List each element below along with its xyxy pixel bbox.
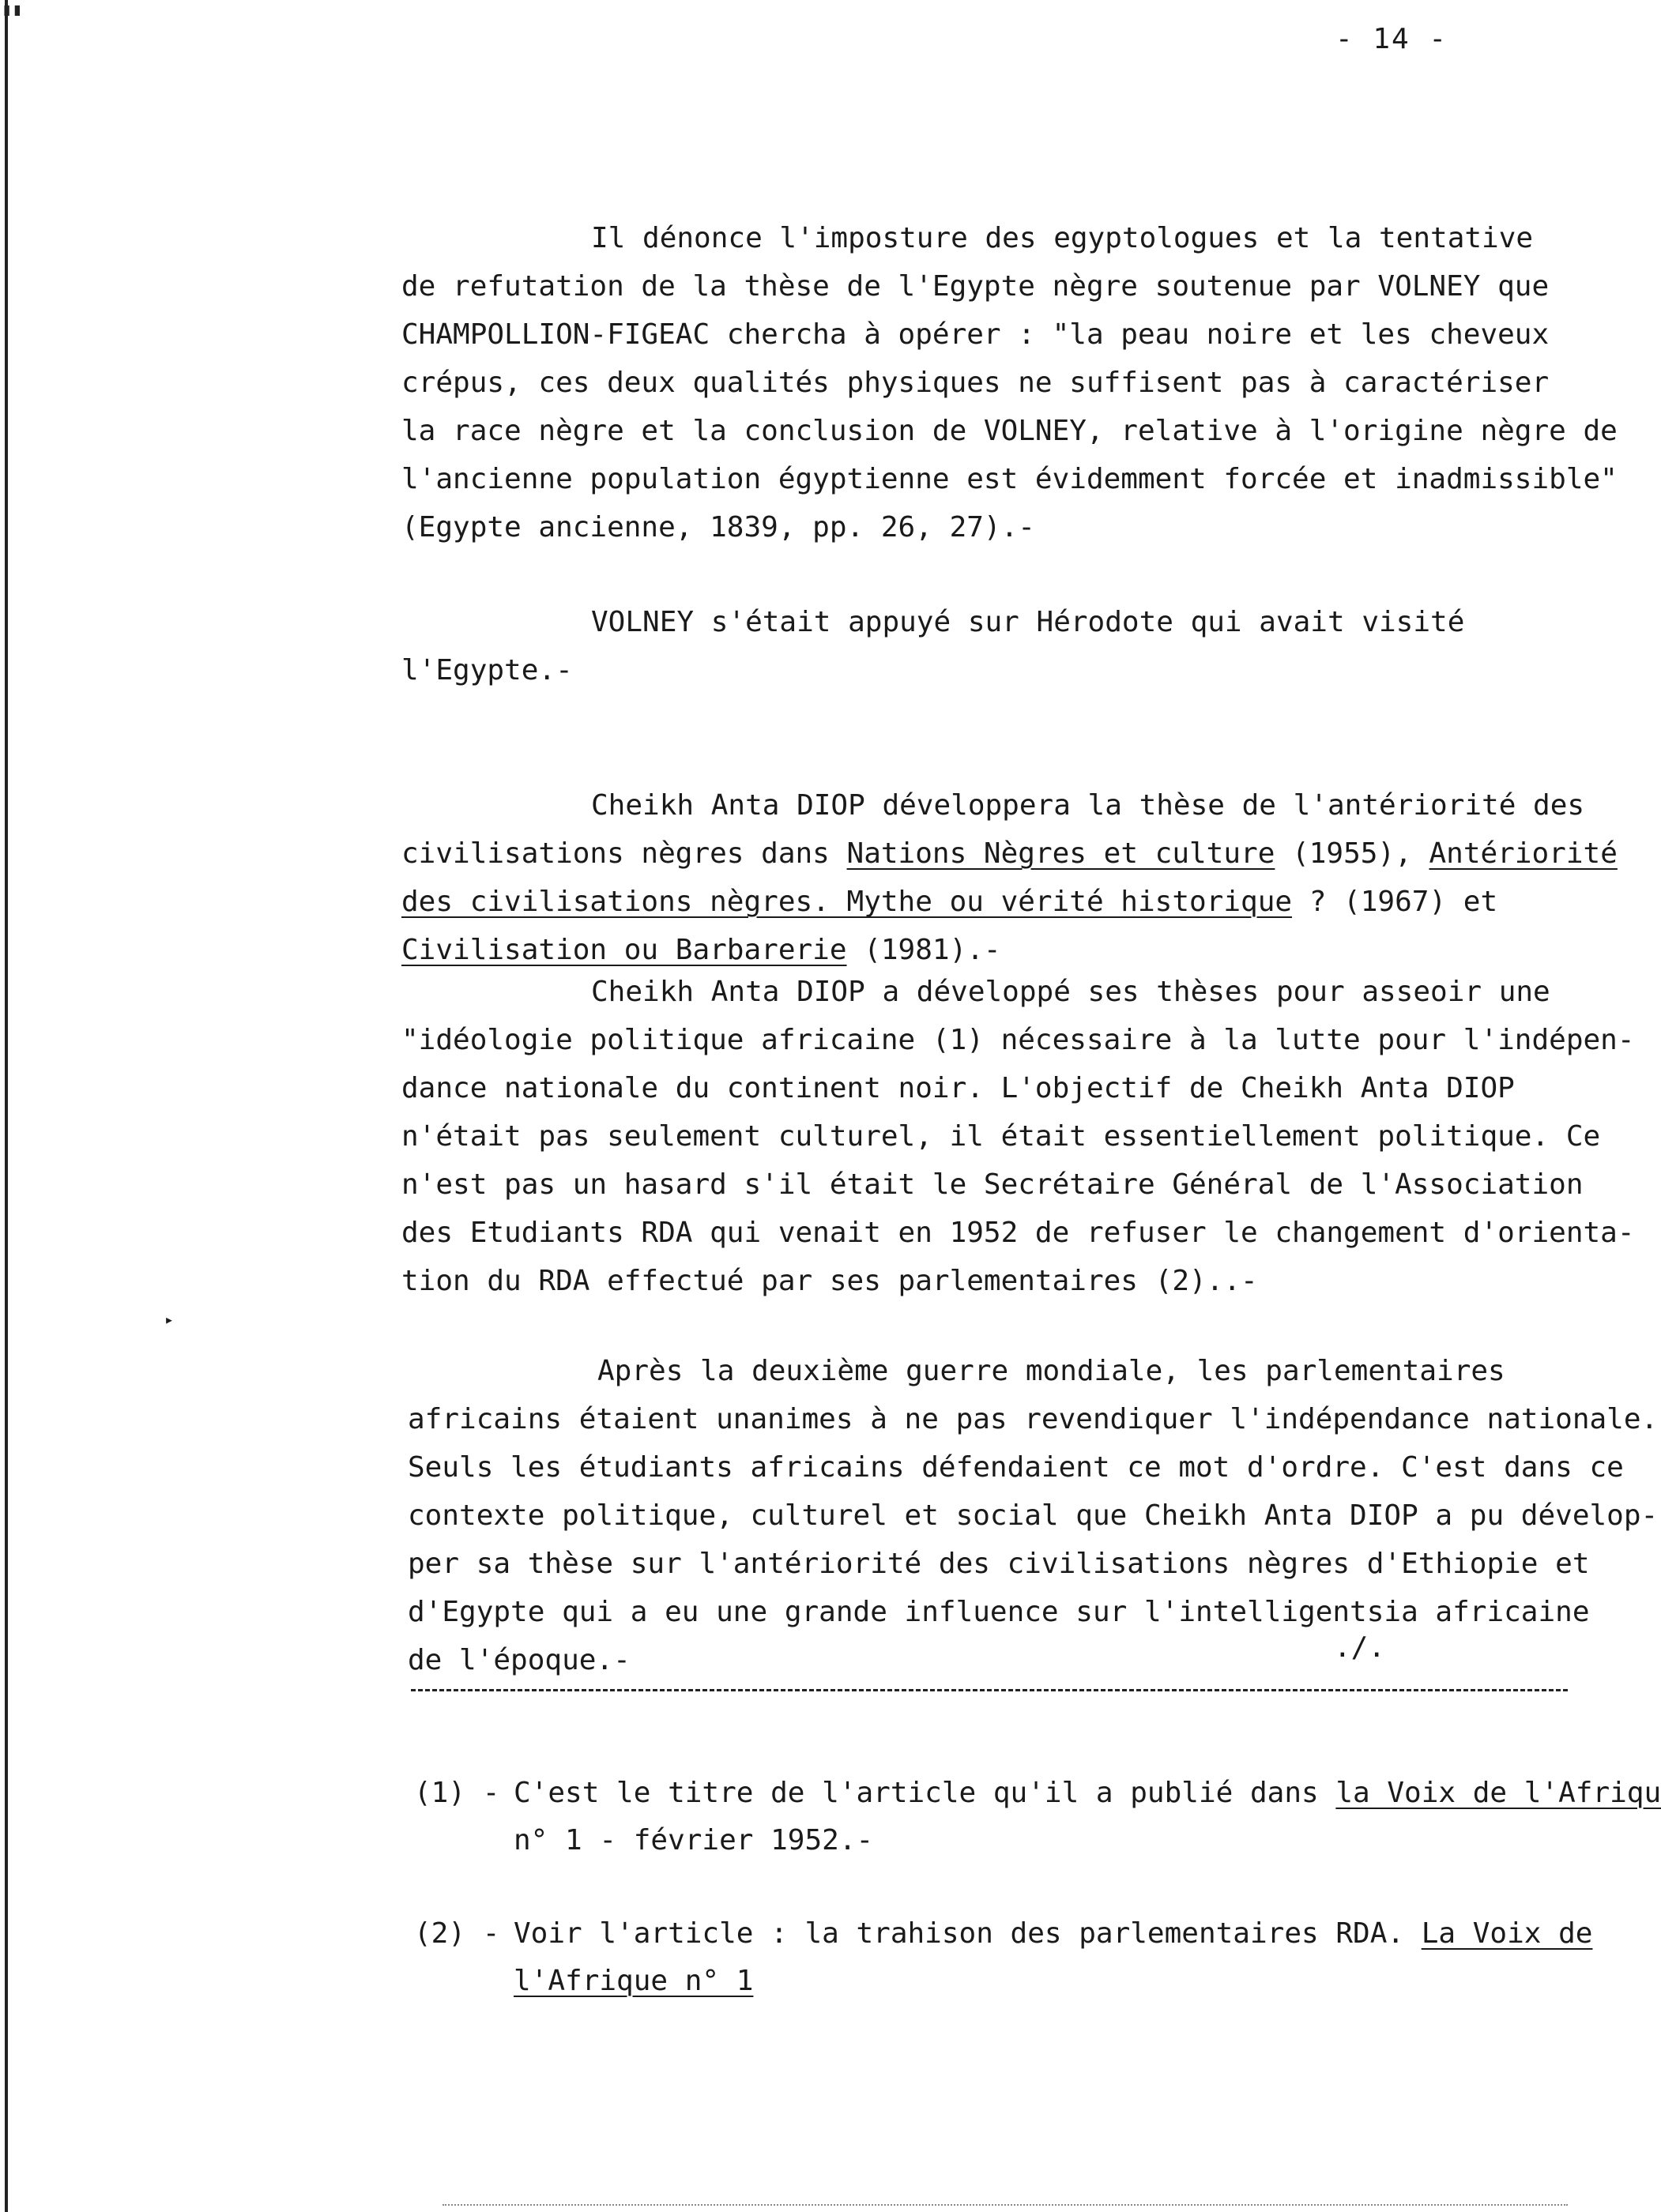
paragraph-1 bbox=[401, 166, 1618, 551]
paragraph-line: de refutation de la thèse de l'Egypte nègre soutenue par VOLNEY que bbox=[401, 270, 1550, 303]
paragraph-line: d'Egypte qui a eu une grande influence sur l'intelligentsia africaine bbox=[408, 1596, 1590, 1628]
book-title-anteriorite-cont: des civilisations nègres. Mythe ou vérité historique bbox=[401, 886, 1293, 918]
book-title-civilisation: Civilisation ou Barbarerie bbox=[401, 934, 847, 966]
paragraph-line: Cheikh Anta DIOP développera la thèse de l'antériorité des bbox=[591, 789, 1585, 822]
journal-title: La Voix de bbox=[1421, 1917, 1593, 1950]
book-title-anteriorite: Antériorité bbox=[1429, 837, 1618, 870]
journal-title: l'Afrique n° 1 bbox=[514, 1965, 754, 1997]
paragraph-line: crépus, ces deux qualités physiques ne suffisent pas à caractériser bbox=[401, 367, 1550, 399]
footnote-text: Voir l'article : la trahison des parlementaires RDA. bbox=[514, 1917, 1422, 1950]
paragraph-line: la race nègre et la conclusion de VOLNEY, relative à l'origine nègre de bbox=[401, 415, 1618, 447]
paragraph-line: civilisations nègres dans bbox=[401, 837, 847, 870]
paragraph-line: africains étaient unanimes à ne pas revendiquer l'indépendance nationale. bbox=[408, 1403, 1659, 1435]
left-page-edge bbox=[5, 0, 8, 2212]
paragraph-line: contexte politique, culturel et social que Cheikh Anta DIOP a pu dévelop- bbox=[408, 1499, 1659, 1532]
paragraph-line: n'était pas seulement culturel, il était essentiellement politique. Ce bbox=[401, 1120, 1601, 1153]
footnote-separator bbox=[411, 1689, 1568, 1691]
paragraph-line: de l'époque.- bbox=[408, 1644, 631, 1676]
paragraph-text: (1981).- bbox=[846, 934, 1001, 966]
corner-mark: ▮▮ bbox=[2, 0, 23, 20]
book-title-nations-negres: Nations Nègres et culture bbox=[846, 837, 1275, 870]
footnote-text: C'est le titre de l'article qu'il a publié dans bbox=[514, 1777, 1336, 1809]
paragraph-4 bbox=[401, 920, 1635, 1305]
footnote-1 bbox=[414, 1722, 1661, 1864]
paragraph-line: Cheikh Anta DIOP a développé ses thèses pour asseoir une bbox=[591, 976, 1550, 1008]
continuation-mark: ./. bbox=[1334, 1631, 1386, 1664]
paragraph-line: Il dénonce l'imposture des egyptologues et la tentative bbox=[591, 222, 1534, 254]
paragraph-line: Après la deuxième guerre mondiale, les parlementaires bbox=[597, 1355, 1505, 1387]
paragraph-line: n'est pas un hasard s'il était le Secrétaire Général de l'Association bbox=[401, 1168, 1584, 1201]
paragraph-line: l'Egypte.- bbox=[401, 654, 573, 687]
footnote-marker: (2) - bbox=[414, 1917, 500, 1950]
paragraph-line: l'ancienne population égyptienne est évidemment forcée et inadmissible" bbox=[401, 463, 1618, 495]
footnote-marker: (1) - bbox=[414, 1777, 500, 1809]
paragraph-5 bbox=[408, 1299, 1658, 1684]
paragraph-text: ? (1967) et bbox=[1292, 886, 1498, 918]
paragraph-line: des Etudiants RDA qui venait en 1952 de refuser le changement d'orienta- bbox=[401, 1217, 1635, 1249]
paragraph-line: Seuls les étudiants africains défendaient ce mot d'ordre. C'est dans ce bbox=[408, 1451, 1624, 1484]
paragraph-line: "idéologie politique africaine (1) nécessaire à la lutte pour l'indépen- bbox=[401, 1024, 1635, 1056]
footnote-2 bbox=[414, 1863, 1592, 2005]
paragraph-line: (Egypte ancienne, 1839, pp. 26, 27).- bbox=[401, 511, 1035, 544]
paragraph-2 bbox=[401, 550, 1464, 694]
paragraph-line: tion du RDA effectué par ses parlementaires (2)..- bbox=[401, 1265, 1258, 1297]
footnote-text: n° 1 - février 1952.- bbox=[514, 1824, 874, 1856]
paragraph-text: (1955), bbox=[1275, 837, 1429, 870]
bottom-page-edge bbox=[443, 2204, 1568, 2206]
page-number: - 14 - bbox=[1335, 23, 1448, 55]
paragraph-line: per sa thèse sur l'antériorité des civilisations nègres d'Ethiopie et bbox=[408, 1548, 1590, 1580]
journal-title: la Voix de l'Afriqu bbox=[1335, 1777, 1661, 1809]
paragraph-line: CHAMPOLLION-FIGEAC chercha à opérer : "la peau noire et les cheveux bbox=[401, 318, 1550, 351]
paragraph-line: VOLNEY s'était appuyé sur Hérodote qui avait visité bbox=[591, 606, 1465, 638]
paragraph-line: dance nationale du continent noir. L'objectif de Cheikh Anta DIOP bbox=[401, 1072, 1515, 1104]
margin-mark: ▸ bbox=[164, 1310, 175, 1329]
